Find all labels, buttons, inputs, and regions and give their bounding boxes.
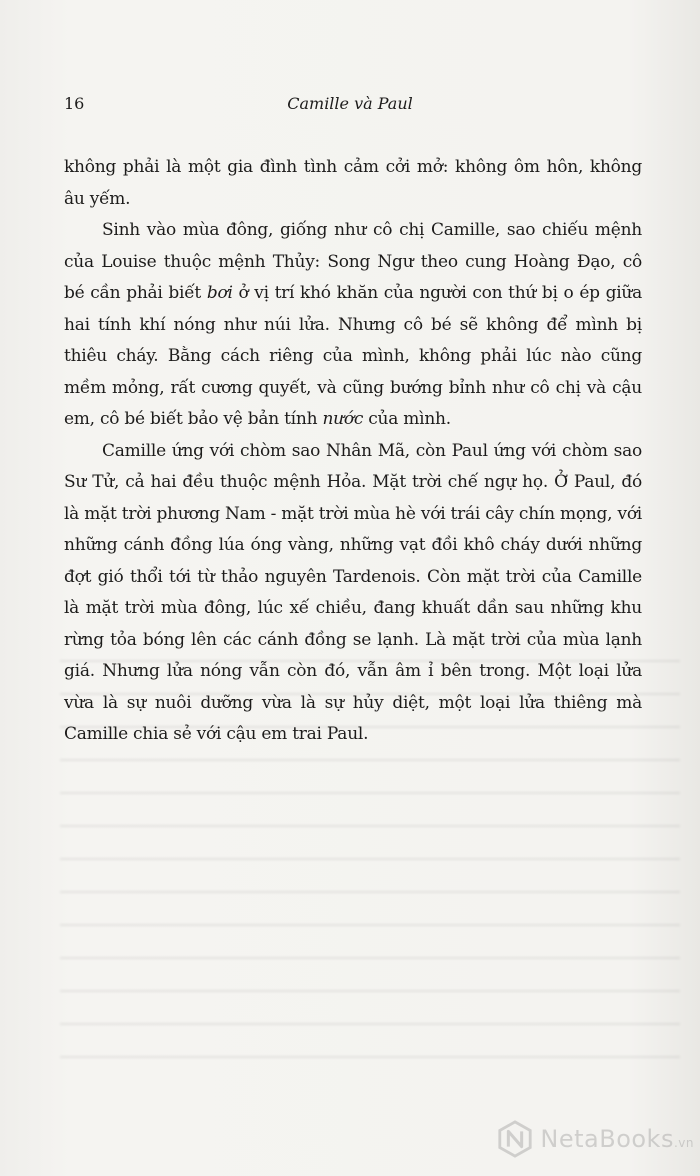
paragraph-2-part-a: Sinh vào mùa đông, giống như cô chị Camille, sao chiếu mệnh của Louise thuộc mệnh Thủy: Song Ngư theo cung Hoàng Đạo, cô bé cần phải biết [64,220,642,303]
watermark-name: NetaBooks [540,1125,674,1153]
paragraph-2-part-c: của mình. [363,409,451,429]
body-text [64,152,642,751]
watermark-suffix: .vn [673,1136,694,1150]
paragraph-1: không phải là một gia đình tình cảm cởi mở: không ôm hôn, không âu yếm. [64,157,642,209]
page-number: 16 [64,94,85,113]
netabooks-logo-icon [496,1120,534,1158]
paragraph-2-part-b: ở vị trí khó khăn của người con thứ bị o ép giữa hai tính khí nóng như núi lửa. Nhưng cô bé sẽ không để mình bị thiêu cháy. Bằng cách riêng của mình, không phải lúc nào cũng mềm mỏng, rất cương quyết, và cũng bướng bỉnh như cô chị và cậu em, cô bé biết bảo vệ bản tính [64,283,642,429]
running-title: Camille và Paul [287,94,413,113]
paragraph-3: Camille ứng với chòm sao Nhân Mã, còn Paul ứng với chòm sao Sư Tử, cả hai đều thuộc mệnh Hỏa. Mặt trời chế ngự họ. Ở Paul, đó là mặt trời phương Nam - mặt trời mùa hè với trái cây chín mọng, với những cánh đồng lúa óng vàng, những vạt đồi khô cháy dưới những đợt gió thổi tới từ thảo nguyên Tardenois. Còn mặt trời của Camille là mặt trời mùa đông, lúc xế chiều, đang khuất dần sau những khu rừng tỏa bóng lên các cánh đồng se lạnh. Là mặt trời của mùa lạnh giá. Nhưng lửa nóng vẫn còn đó, vẫn âm ỉ bên trong. Một loại lửa vừa là sự nuôi dưỡng vừa là sự hủy diệt, một loại lửa thiêng mà Camille chia sẻ với cậu em trai Paul. [64,440,642,744]
italic-word-nuoc: nước [322,409,364,429]
italic-word-boi: bơi [206,283,233,303]
paragraph-2 [64,215,642,436]
watermark-text [540,1125,694,1153]
page-header [64,94,636,118]
watermark [496,1120,694,1158]
